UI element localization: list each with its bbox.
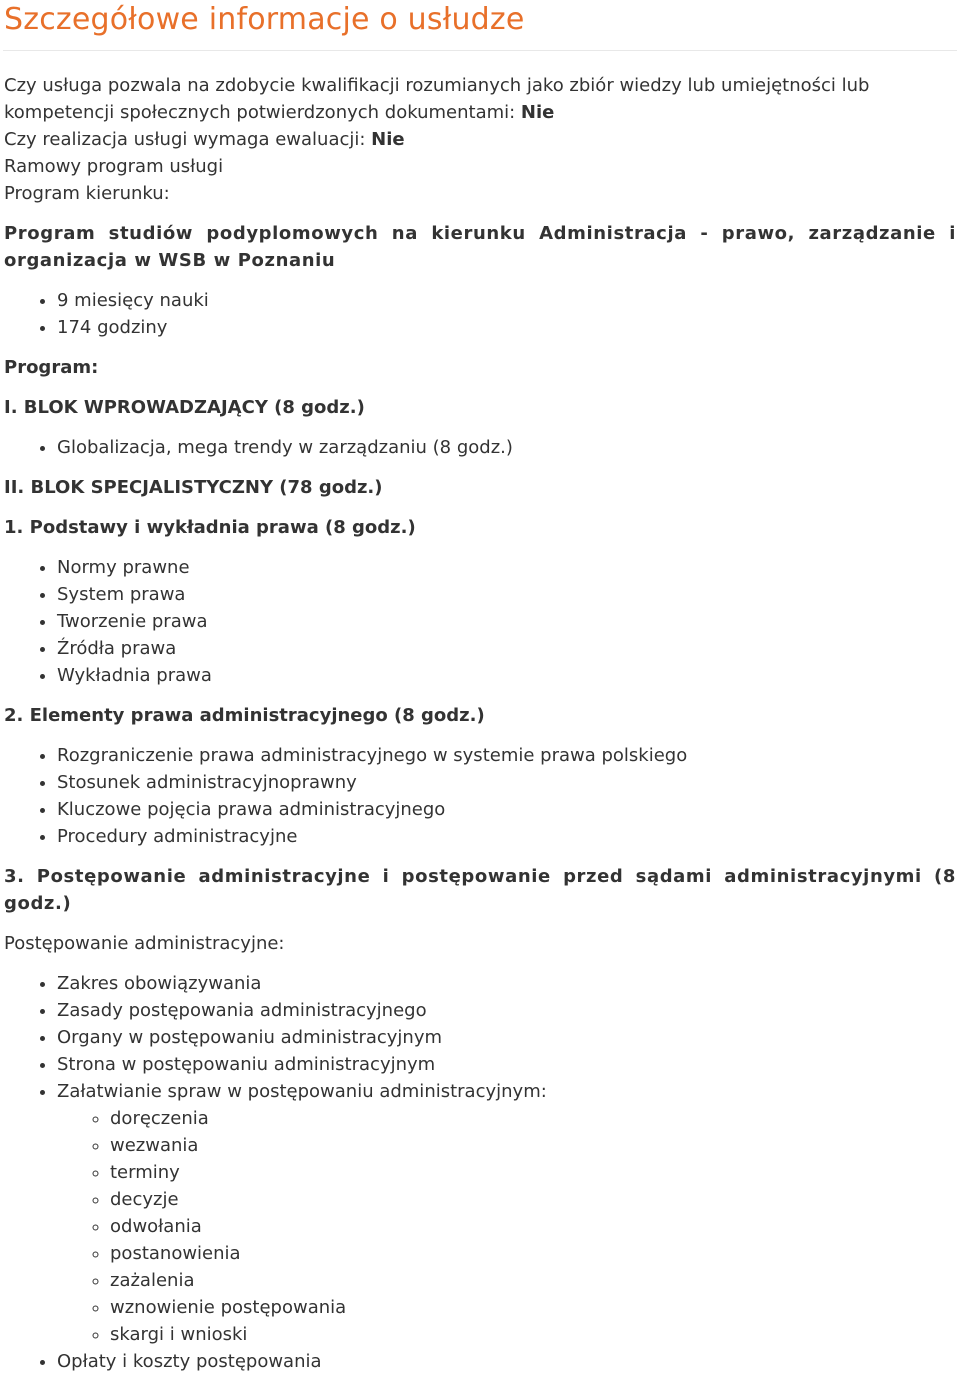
- sub-list-item: ◦ terminy: [110, 1159, 956, 1186]
- list-item: • Globalizacja, mega trendy w zarządzaniu (8 godz.): [57, 434, 956, 461]
- section3-heading: 3. Postępowanie administracyjne i postępowanie przed sądami administracyjnymi (8 godz.): [4, 866, 956, 914]
- qualification-question: Czy usługa pozwala na zdobycie kwalifikacji rozumianych jako zbiór wiedzy lub umiejętności lub kompetencji społecznych potwierdzonych dokumentami:: [4, 75, 870, 123]
- block2-heading: II. BLOK SPECJALISTYCZNY (78 godz.): [4, 477, 383, 498]
- sub-list-item: ◦ decyzje: [110, 1186, 956, 1213]
- list-item: • Zakres obowiązywania: [57, 970, 956, 997]
- summary-list: [4, 287, 956, 341]
- list-item: • Strona w postępowaniu administracyjnym: [57, 1051, 956, 1078]
- section1-list: [4, 554, 956, 689]
- program-label: Program kierunku:: [4, 183, 170, 204]
- program-title: Program studiów podyplomowych na kierunku Administracja - prawo, zarządzanie i organizacja w WSB w Poznaniu: [4, 223, 956, 271]
- section3-list: [4, 970, 956, 1375]
- list-item: • System prawa: [57, 581, 956, 608]
- list-item: • 9 miesięcy nauki: [57, 287, 956, 314]
- list-item: • Organy w postępowaniu administracyjnym: [57, 1024, 956, 1051]
- evaluation-info: [4, 126, 956, 153]
- sub-list-item: ◦ skargi i wnioski: [110, 1321, 956, 1348]
- qualification-info: [4, 72, 956, 126]
- sub-list-item: ◦ postanowienia: [110, 1240, 956, 1267]
- sub-list-item: ◦ zażalenia: [110, 1267, 956, 1294]
- list-item: • Kluczowe pojęcia prawa administracyjnego: [57, 796, 956, 823]
- sub-list-item: ◦ doręczenia: [110, 1105, 956, 1132]
- section1-heading: 1. Podstawy i wykładnia prawa (8 godz.): [4, 517, 416, 538]
- list-item: • Procedury administracyjne: [57, 823, 956, 850]
- list-item: [57, 1078, 956, 1348]
- list-item: • Opłaty i koszty postępowania: [57, 1348, 956, 1375]
- section2-list: [4, 742, 956, 850]
- section3-intro: Postępowanie administracyjne:: [4, 933, 285, 954]
- evaluation-question: Czy realizacja usługi wymaga ewaluacji:: [4, 129, 372, 150]
- framework-label: Ramowy program usługi: [4, 156, 224, 177]
- list-item: • Wykładnia prawa: [57, 662, 956, 689]
- program-heading: Program:: [4, 357, 99, 378]
- list-item: • Rozgraniczenie prawa administracyjnego w systemie prawa polskiego: [57, 742, 956, 769]
- sub-list-item: ◦ wezwania: [110, 1132, 956, 1159]
- service-details-content: [0, 72, 960, 1375]
- list-item: • Zasady postępowania administracyjnego: [57, 997, 956, 1024]
- list-item: • Tworzenie prawa: [57, 608, 956, 635]
- title-divider: [3, 50, 957, 51]
- qualification-answer: Nie: [520, 102, 555, 123]
- sub-list-item: ◦ odwołania: [110, 1213, 956, 1240]
- block1-list: [4, 434, 956, 461]
- list-item: • Normy prawne: [57, 554, 956, 581]
- list-item: • Stosunek administracyjnoprawny: [57, 769, 956, 796]
- section3-sublist: [57, 1105, 956, 1348]
- section2-heading: 2. Elementy prawa administracyjnego (8 godz.): [4, 705, 485, 726]
- list-item: • Źródła prawa: [57, 635, 956, 662]
- sub-list-item: ◦ wznowienie postępowania: [110, 1294, 956, 1321]
- block1-heading: I. BLOK WPROWADZAJĄCY (8 godz.): [4, 397, 365, 418]
- list-item: • 174 godziny: [57, 314, 956, 341]
- evaluation-answer: Nie: [371, 129, 405, 150]
- page-title: Szczegółowe informacje o usłudze: [4, 2, 525, 37]
- list-item-label: Załatwianie spraw w postępowaniu administracyjnym:: [57, 1081, 547, 1102]
